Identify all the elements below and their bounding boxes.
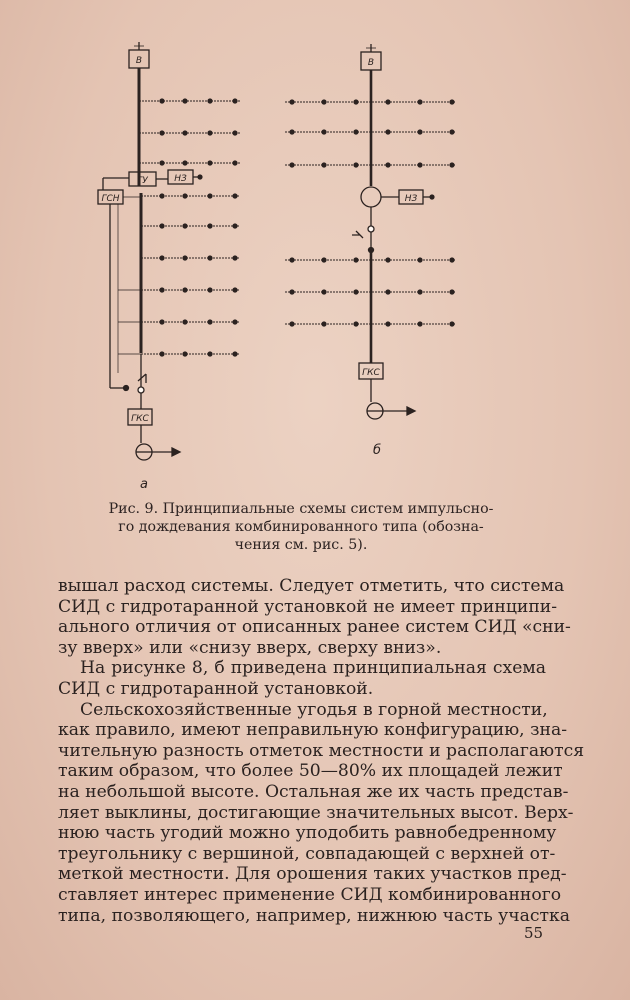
- diagram-b: [285, 44, 455, 419]
- diagram-a-gsn-label: ГСН: [101, 194, 120, 204]
- diagram-a-sprinklers: [159, 98, 237, 356]
- caption-line: го дождевания комбинированного типа (обозна-: [118, 519, 484, 535]
- figure-caption: [96, 500, 506, 554]
- caption-line: чения см. рис. 5).: [234, 537, 368, 553]
- figure-9-schemes: [80, 38, 480, 498]
- text-line: СИД с гидротаранной установкой не имеет принципи-: [58, 596, 558, 617]
- diagram-b-nz-label: НЗ: [404, 194, 418, 204]
- diagram-a-top-label: В: [135, 56, 143, 66]
- text-line: ляет выклины, достигающие значительных высот. Верх-: [58, 802, 574, 823]
- caption-line: Рис. 9. Принципиальные схемы систем импульсно-: [108, 501, 494, 517]
- text-line: треугольнику с вершиной, совпадающей с верхней от-: [58, 843, 556, 864]
- diagram-a: [98, 42, 240, 460]
- diagram-b-sublabel: б: [372, 443, 382, 458]
- diagram-a-sublabel: а: [140, 477, 148, 492]
- diagram-a-gu-label: ГУ: [137, 176, 148, 186]
- page-number: 55: [524, 924, 544, 942]
- text-line: типа, позволяющего, например, нижнюю часть участка: [58, 905, 571, 926]
- text-line: таким образом, что более 50—80% их площадей лежит: [58, 761, 563, 782]
- text-line: меткой местности. Для орошения таких участков пред-: [58, 864, 567, 885]
- diagram-b-top-label: В: [367, 58, 375, 68]
- text-line: На рисунке 8, б приведена принципиальная схема: [80, 658, 546, 679]
- text-line: ставляет интерес применение СИД комбинированного: [58, 884, 562, 905]
- text-line: ального отличия от описанных ранее систем СИД «сни-: [58, 617, 571, 638]
- text-line: чительную разность отметок местности и располагаются: [58, 740, 585, 761]
- text-line: нюю часть угодий можно уподобить равнобедренному: [58, 823, 557, 844]
- text-line: СИД с гидротаранной установкой.: [58, 678, 374, 699]
- text-line: Сельскохозяйственные угодья в горной местности,: [80, 699, 548, 720]
- diagram-b-gks-label: ГКС: [362, 368, 380, 378]
- text-line: на небольшой высоте. Остальная же их часть представ-: [58, 781, 569, 802]
- diagram-a-nz-label: НЗ: [174, 174, 187, 184]
- body-text: [58, 576, 585, 926]
- text-line: вышал расход системы. Следует отметить, что система: [58, 576, 565, 596]
- text-line: зу вверх» или «снизу вверх, сверху вниз».: [58, 637, 442, 658]
- diagram-a-gks-label: ГКС: [131, 414, 149, 424]
- text-line: как правило, имеют неправильную конфигурацию, зна-: [58, 720, 567, 741]
